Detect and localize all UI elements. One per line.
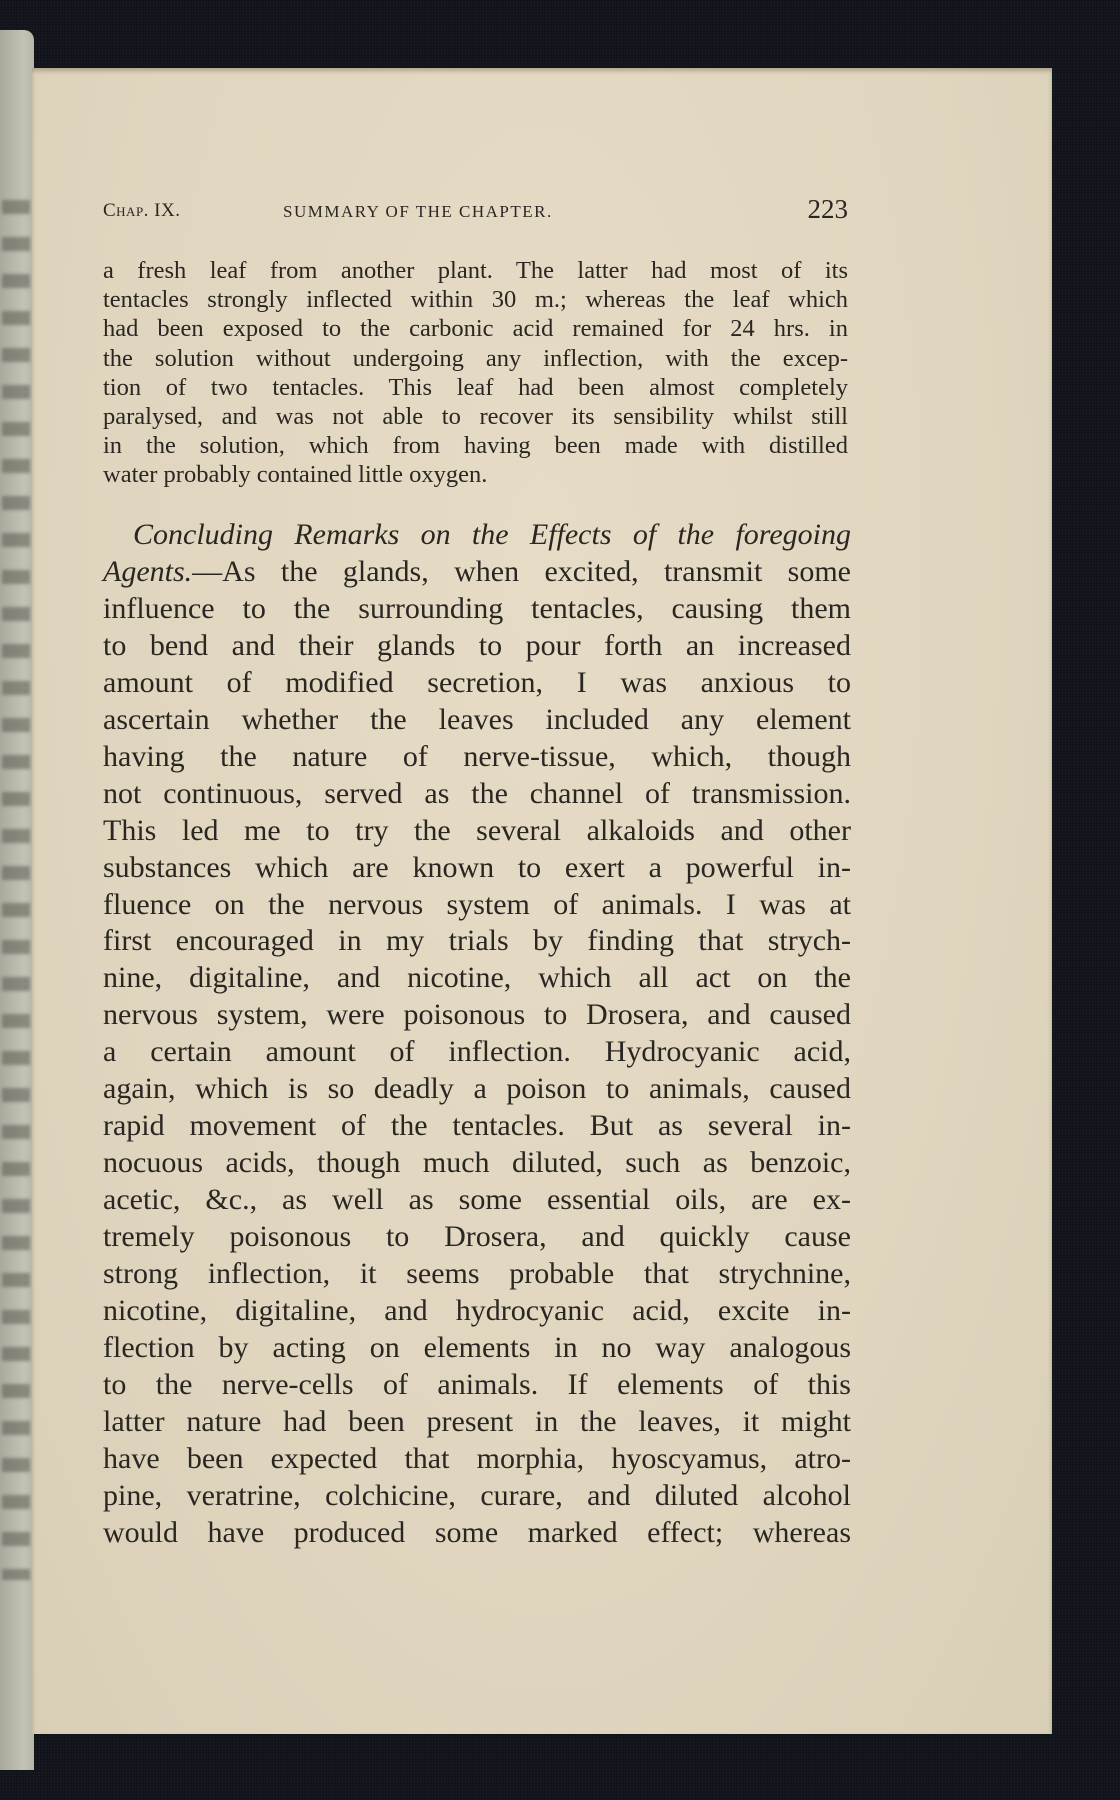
text-line: to bend and their glands to pour forth an increased xyxy=(103,628,851,662)
chapter-title: SUMMARY OF THE CHAPTER. xyxy=(283,202,553,221)
text-line: again, which is so deadly a poison to animals, caused xyxy=(103,1072,851,1106)
text-line: tion of two tentacles. This leaf had been almost completely xyxy=(103,373,848,401)
text-line: a certain amount of inflection. Hydrocyanic acid, xyxy=(103,1035,851,1069)
text-line: nicotine, digitaline, and hydrocyanic acid, excite in- xyxy=(103,1294,851,1328)
text-line: in the solution, which from having been made with distilled xyxy=(103,432,848,460)
running-head xyxy=(103,196,848,228)
text-line: ascertain whether the leaves included any element xyxy=(103,702,851,736)
text-line: had been exposed to the carbonic acid remained for 24 hrs. in xyxy=(103,315,848,343)
text-line: nervous system, were poisonous to Drosera, and caused xyxy=(103,998,851,1032)
concluding-remarks-paragraph xyxy=(103,517,851,1552)
text-line: strong inflection, it seems probable that strychnine, xyxy=(103,1257,851,1291)
text-run: —As the glands, when excited, transmit some xyxy=(192,554,851,588)
section-heading: Concluding Remarks on the Effects of the foregoing xyxy=(133,518,851,551)
text-line: acetic, &c., as well as some essential oils, are ex- xyxy=(103,1183,851,1217)
text-line: latter nature had been present in the leaves, it might xyxy=(103,1404,851,1438)
text-line: nine, digitaline, and nicotine, which all act on the xyxy=(103,961,851,995)
text-line xyxy=(103,554,851,591)
text-line: a fresh leaf from another plant. The latter had most of its xyxy=(103,257,848,284)
text-line: having the nature of nerve-tissue, which, though xyxy=(103,739,851,773)
text-line: fluence on the nervous system of animals. I was at xyxy=(103,887,851,921)
previous-page-edge xyxy=(0,30,34,1770)
text-line: tremely poisonous to Drosera, and quickly cause xyxy=(103,1220,851,1254)
text-line: the solution without undergoing any inflection, with the excep- xyxy=(103,344,848,372)
text-line: would have produced some marked effect; whereas xyxy=(103,1515,851,1549)
text-line: not continuous, served as the channel of transmission. xyxy=(103,776,851,810)
page-number: 223 xyxy=(807,194,848,224)
text-line: have been expected that morphia, hyoscyamus, atro- xyxy=(103,1441,851,1475)
text-line: pine, veratrine, colchicine, curare, and diluted alcohol xyxy=(103,1478,851,1512)
text-line: first encouraged in my trials by finding that strych- xyxy=(103,924,851,958)
text-line: paralysed, and was not able to recover its sensibility whilst still xyxy=(103,403,848,431)
text-line: rapid movement of the tentacles. But as several in- xyxy=(103,1109,851,1143)
text-line: flection by acting on elements in no way analogous xyxy=(103,1330,851,1364)
chapter-label: Chap. IX. xyxy=(103,200,181,221)
text-line: nocuous acids, though much diluted, such as benzoic, xyxy=(103,1146,851,1180)
previous-page-text-bleed xyxy=(2,200,30,1580)
text-line: influence to the surrounding tentacles, causing them xyxy=(103,591,851,625)
text-line: tentacles strongly inflected within 30 m.; whereas the leaf which xyxy=(103,286,848,314)
text-line: amount of modified secretion, I was anxious to xyxy=(103,665,851,699)
section-heading-end: Agents. xyxy=(103,554,193,588)
text-line: to the nerve-cells of animals. If elements of this xyxy=(103,1367,851,1401)
text-line: substances which are known to exert a powerful in- xyxy=(103,850,851,884)
paragraph-continued xyxy=(103,256,848,490)
text-line: This led me to try the several alkaloids and other xyxy=(103,813,851,847)
text-line: water probably contained little oxygen. xyxy=(103,461,488,489)
